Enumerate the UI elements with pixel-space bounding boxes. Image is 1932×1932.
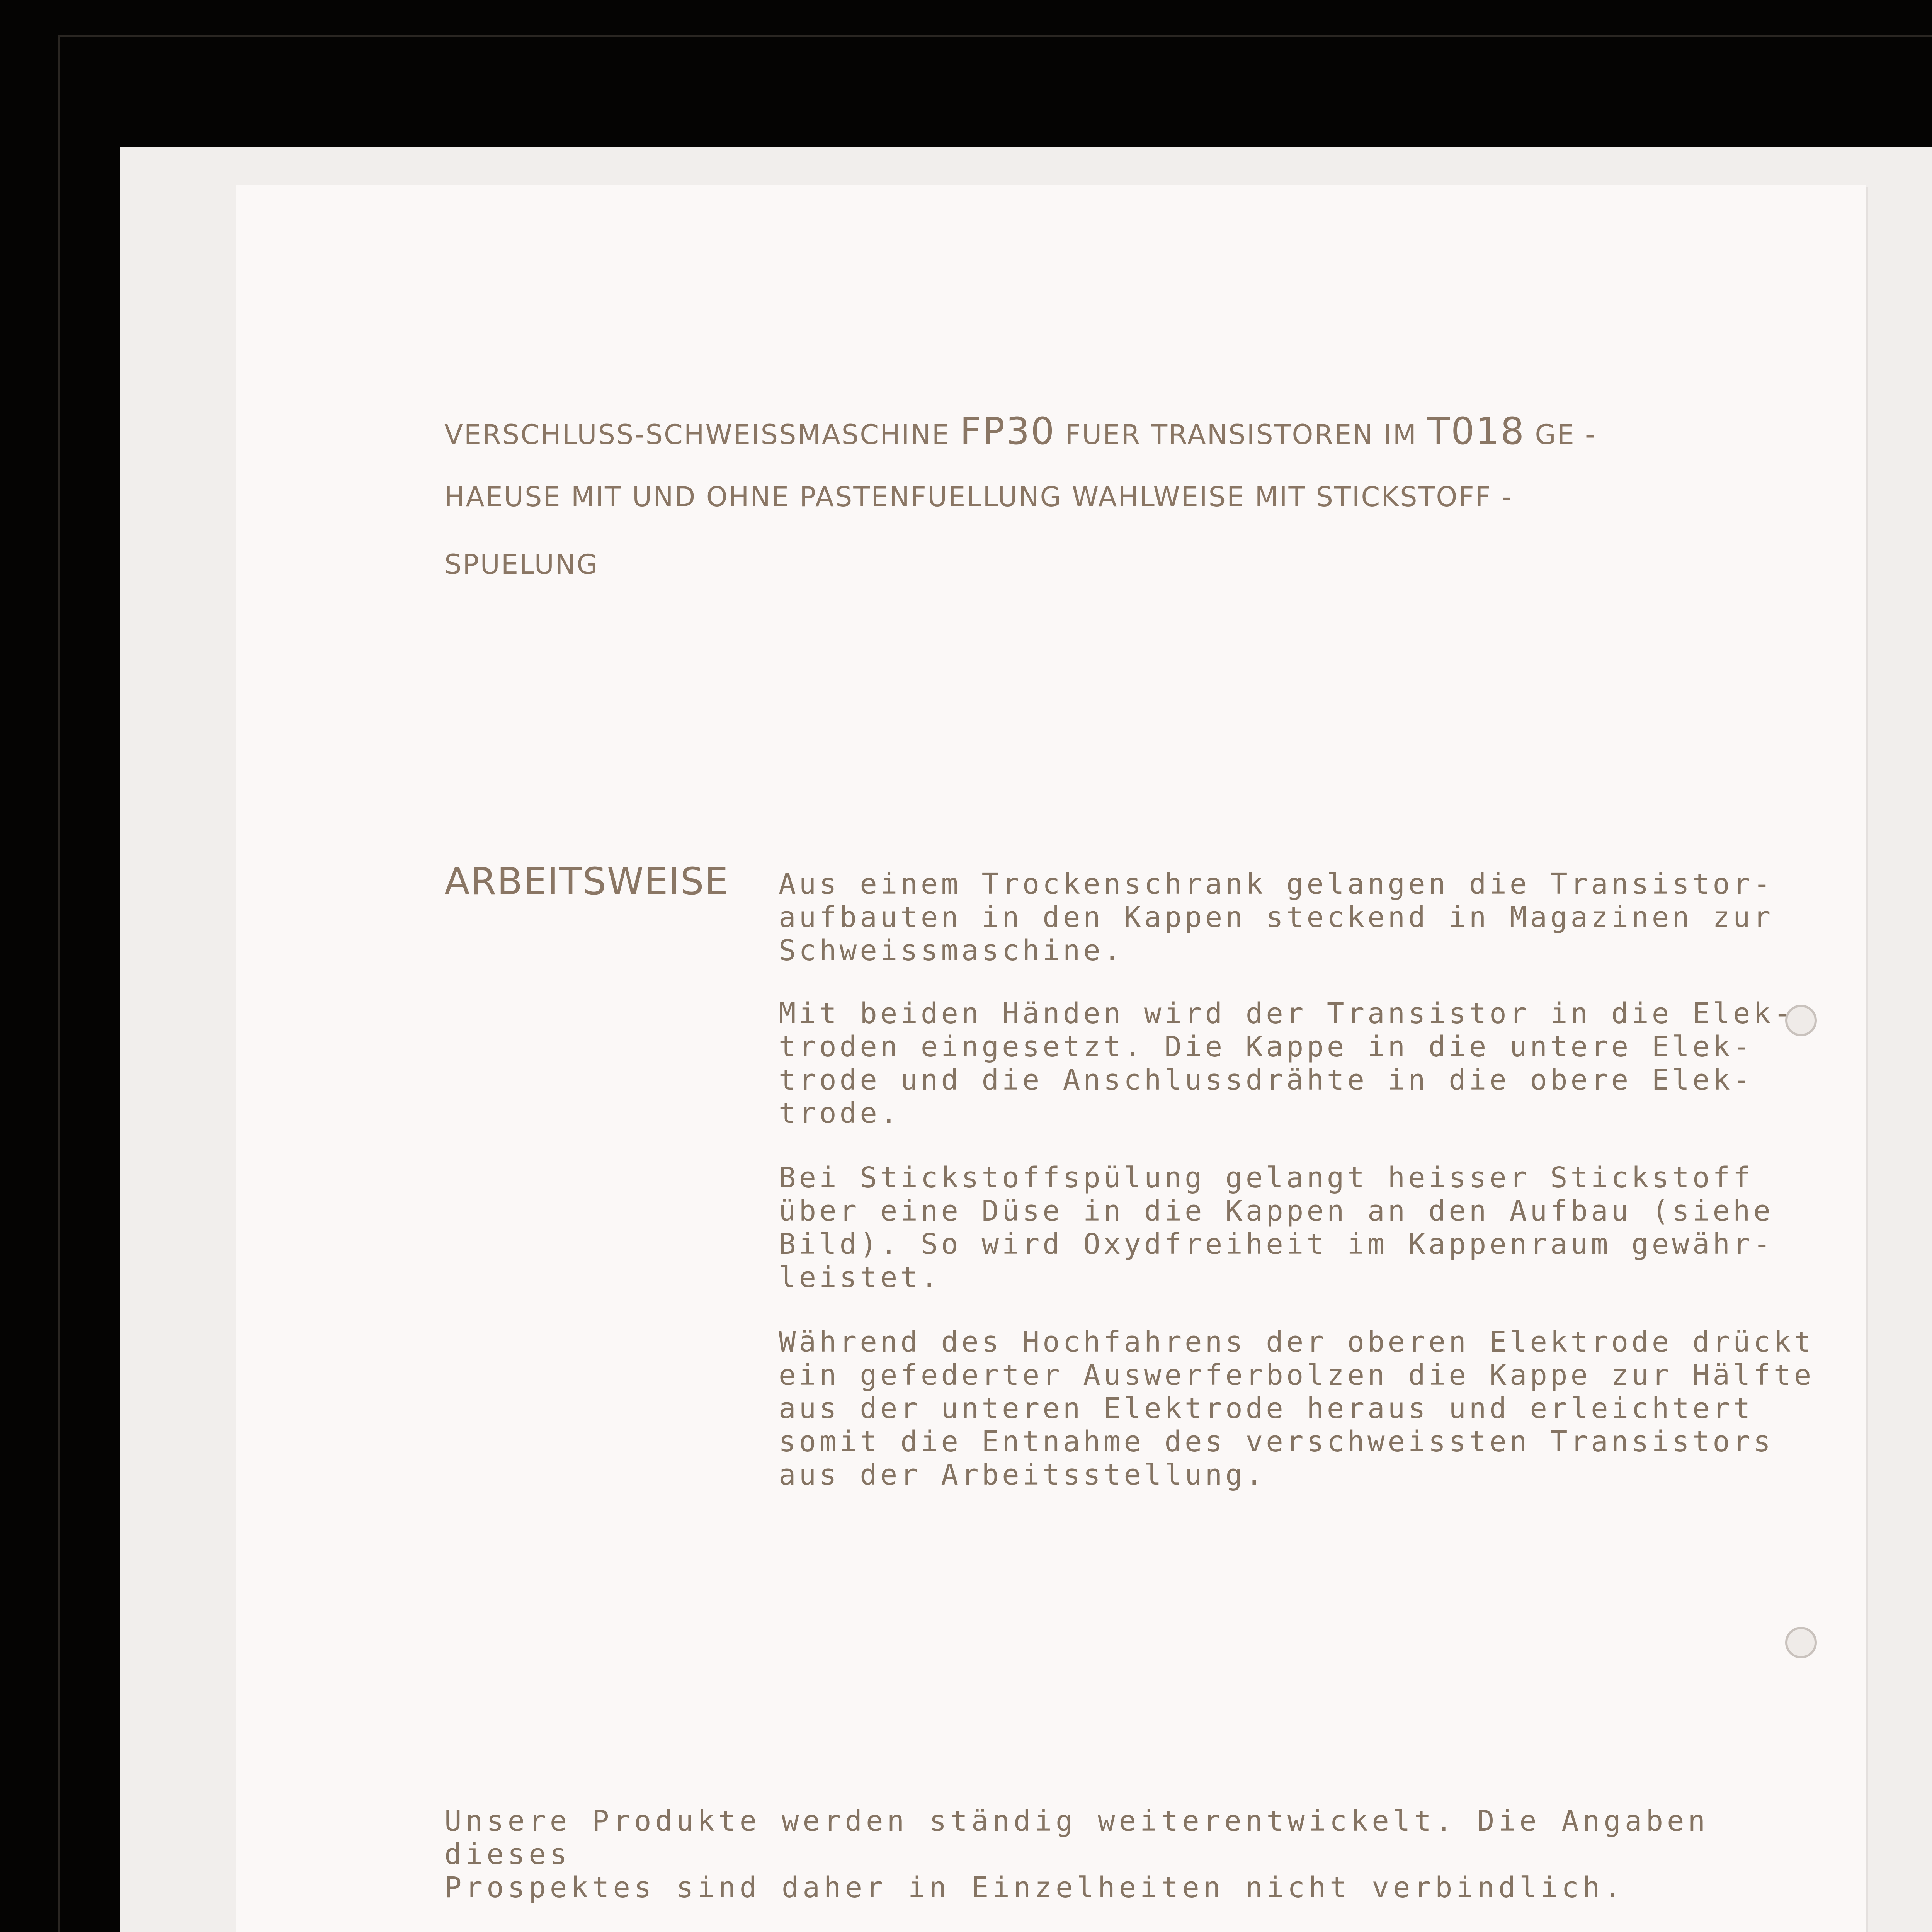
punch-hole-mark [1785,1627,1817,1658]
paragraph: Während des Hochfahrens der oberen Elektrode drückt ein gefederter Auswerferbolzen die Kappe zur Hälfte aus der unteren Elektrode heraus und erleichtert somit die Entnahme des verschweissten Transistors aus der Arbeitsstellung. [779,1325,1815,1492]
heading-line-2: HAEUSE MIT UND OHNE PASTENFUELLUNG WAHLWEISE MIT STICKSTOFF - [444,481,1513,513]
heading-text: FUER TRANSISTOREN IM [1055,419,1427,451]
heading-text: GE - [1525,419,1596,451]
model-number: FP30 [960,410,1056,453]
heading-line-1 [444,410,1758,453]
paragraph: Bei Stickstoffspülung gelangt heisser Stickstoff über eine Düse in die Kappen an den Aufbau (siehe Bild). So wird Oxydfreiheit im Kappenraum gewähr- leistet. [779,1161,1774,1294]
section-label: ARBEITSWEISE [444,860,729,903]
heading-text: VERSCHLUSS-SCHWEISSMASCHINE [444,419,960,451]
disclaimer: Unsere Produkte werden ständig weiterentwickelt. Die Angaben dieses Prospektes sind daher in Einzelheiten nicht verbindlich. [444,1804,1709,1904]
heading-line-3: SPUELUNG [444,549,599,580]
paragraph: Mit beiden Händen wird der Transistor in die Elek- troden eingesetzt. Die Kappe in die untere Elek- trode und die Anschlussdrähte in die obere Elek- trode. [779,997,1794,1130]
case-type: T018 [1427,410,1526,453]
paragraph: Aus einem Trockenschrank gelangen die Transistor- aufbauten in den Kappen steckend in Magazinen zur Schweissmaschine. [779,867,1774,967]
